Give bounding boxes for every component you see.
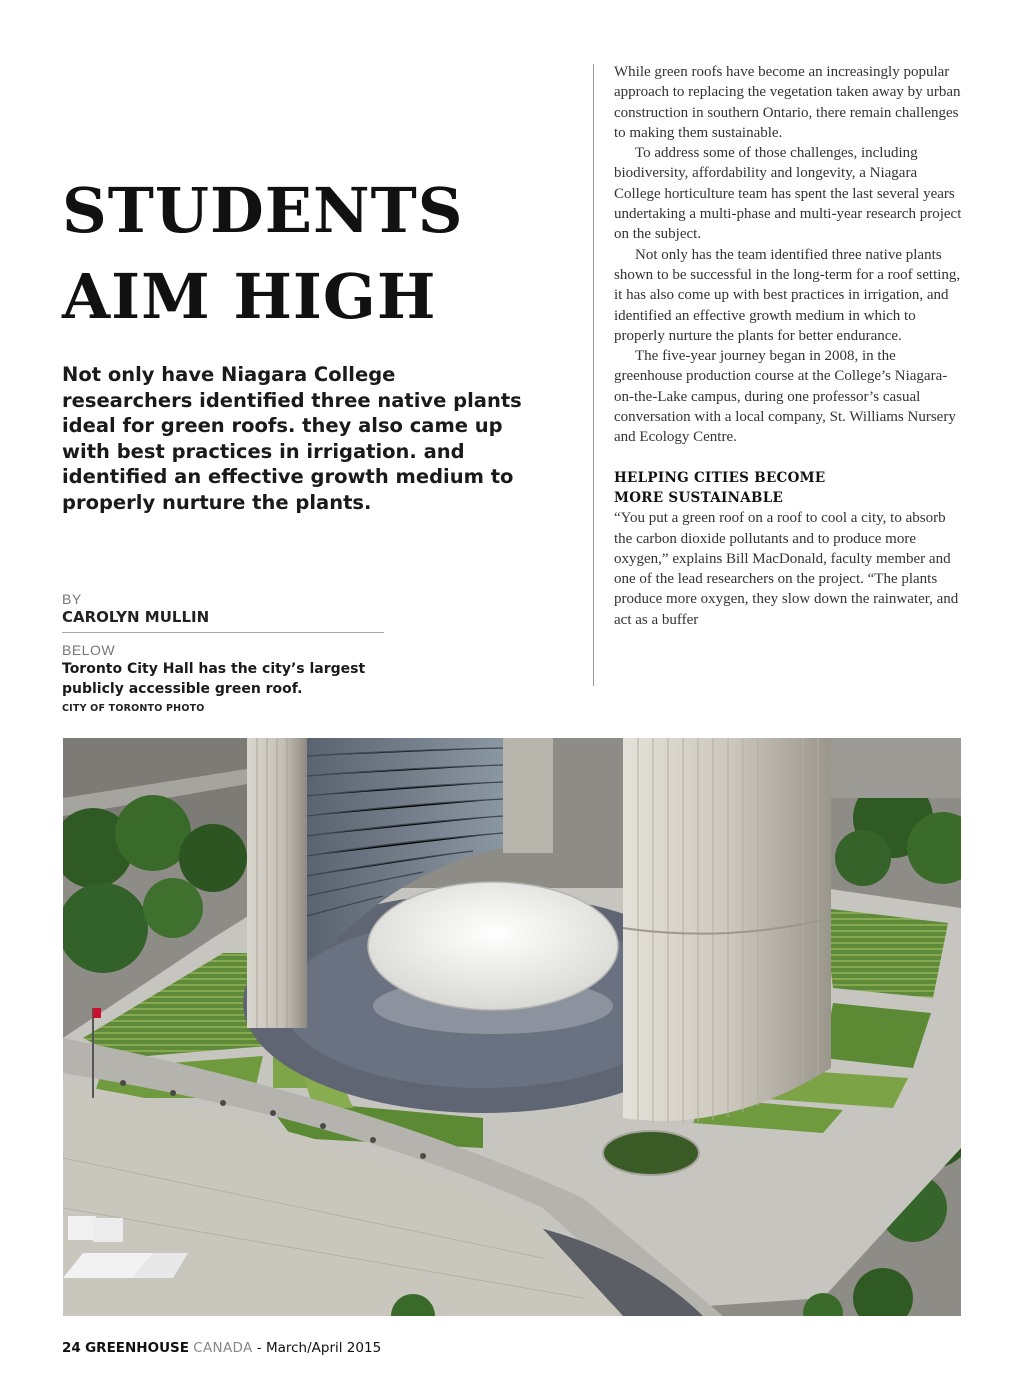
body-paragraph-2: To address some of those challenges, including biodiversity, affordability and longevity, a Niagara College horticulture team has spent the last several years undertaking a multi-phase and multi-year research project on the subject. [614, 145, 962, 243]
photo-credit: CITY OF TORONTO PHOTO [62, 703, 205, 714]
column-divider [593, 64, 594, 686]
byline [62, 591, 384, 627]
caption-label: BELOW [62, 642, 116, 658]
headline [62, 168, 522, 340]
article-body [614, 62, 964, 630]
page-footer [62, 1340, 381, 1356]
body-paragraph-4: The five-year journey began in 2008, in the greenhouse production course at the College’s Niagara-on-the-Lake campus, during one professor’s casual conversation with a local company, St. Williams Nursery and Ecology Centre. [614, 348, 956, 446]
magazine-name-bold: GREENHOUSE [85, 1340, 189, 1356]
body-paragraph-5: “You put a green roof on a roof to cool a city, to absorb the carbon dioxide pollutants and to produce more oxygen,” explains Bill MacDonald, faculty member and one of the lead researchers on the project. “The plants produce more oxygen, they slow down the rainwater, and act as a buffer [614, 510, 959, 628]
subhead-line-1: HELPING CITIES BECOME [614, 469, 826, 486]
body-paragraph-1: While green roofs have become an increasingly popular approach to replacing the vegetation taken away by urban construction in southern Ontario, there remain challenges to making them sustainable. [614, 64, 961, 141]
magazine-name-light: CANADA [193, 1340, 253, 1356]
page-number: 24 [62, 1340, 81, 1356]
subhead-line-2: MORE SUSTAINABLE [614, 489, 784, 506]
author-name: CAROLYN MULLIN [62, 608, 210, 626]
city-hall-aerial-photo [63, 738, 961, 1316]
byline-divider [62, 632, 384, 633]
issue-date: - March/April 2015 [256, 1340, 382, 1356]
body-paragraph-3: Not only has the team identified three native plants shown to be successful in the long-term for a roof setting, it has also come up with best practices in irrigation, and identified an effective growth medium in which to properly nurture the plants for better endurance. [614, 246, 961, 344]
byline-label: BY [62, 591, 82, 607]
caption-text: Toronto City Hall has the city’s largest publicly accessible green roof. [62, 661, 366, 697]
headline-line-1: STUDENTS [62, 174, 464, 247]
photo-caption [62, 641, 422, 714]
deck-summary: Not only have Niagara College researchers identified three native plants ideal for green roofs. they also came up with best practices in irrigation. and identified an effective growth medium to properly nurture the plants. [62, 363, 522, 514]
section-subhead [614, 468, 964, 509]
headline-line-2: AIM HIGH [62, 260, 437, 333]
